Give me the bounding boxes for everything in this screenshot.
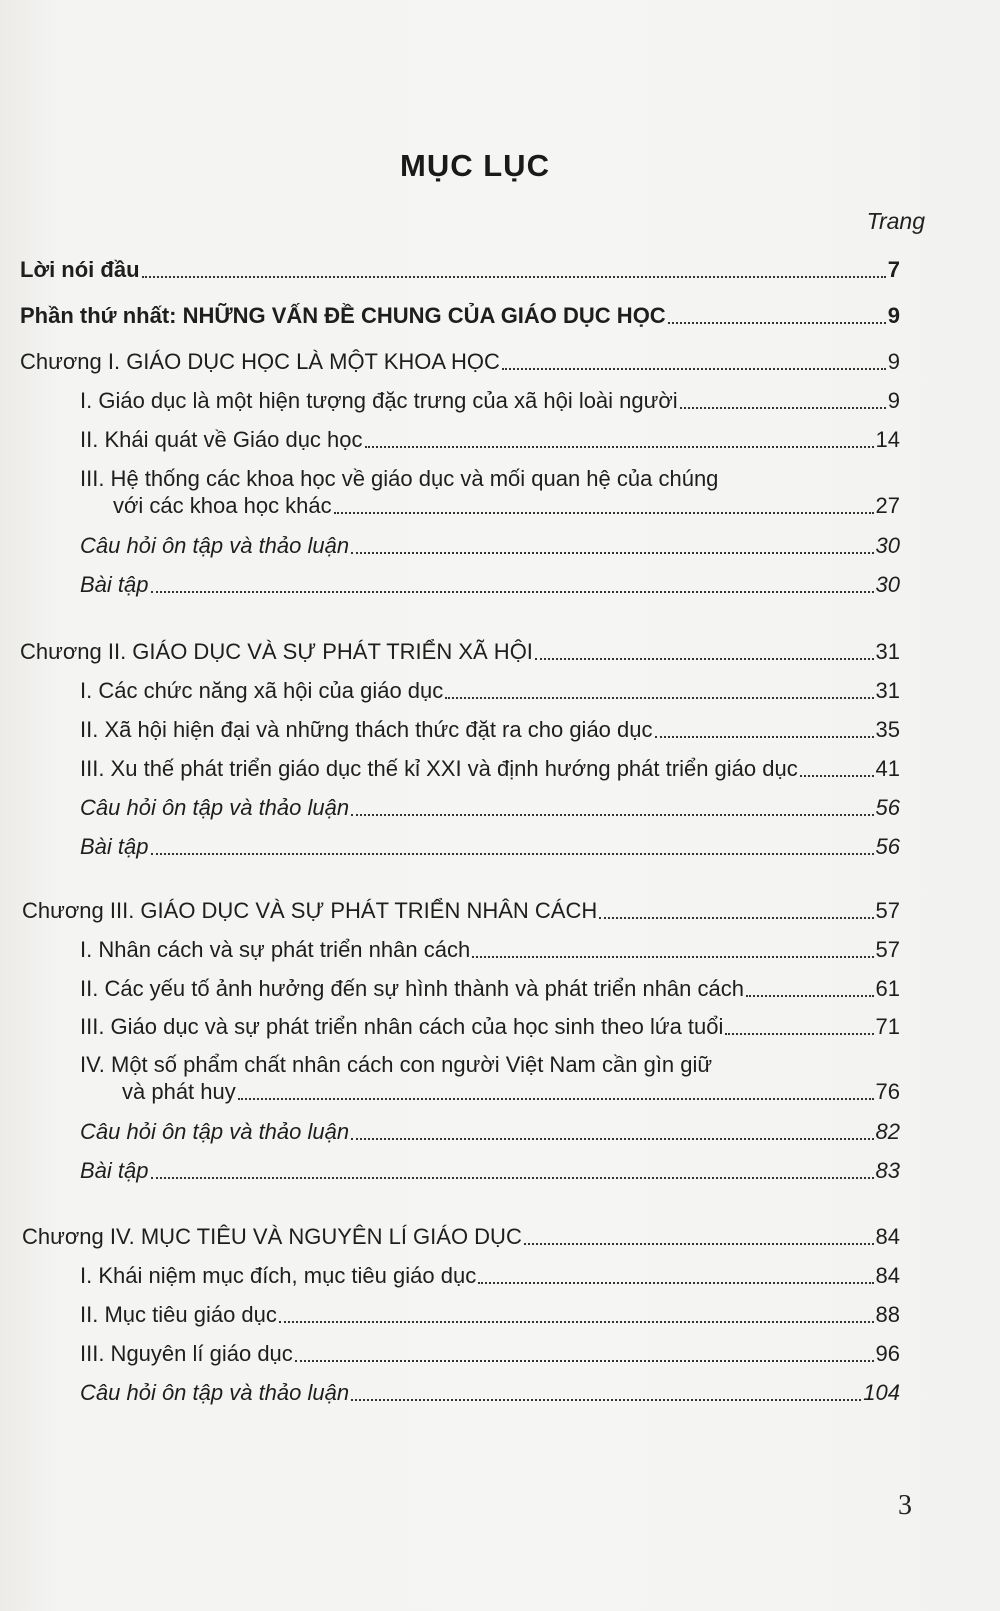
- toc-entry-foreword[interactable]: [20, 256, 900, 284]
- toc-entry-section[interactable]: [80, 426, 900, 454]
- toc-entry-page: 57: [875, 937, 900, 962]
- toc-entry-page: 57: [875, 898, 900, 923]
- toc-entry-page: 56: [875, 795, 900, 820]
- toc-entry-section[interactable]: [80, 677, 900, 705]
- toc-entry-section[interactable]: [80, 1013, 900, 1041]
- toc-entry-text: Phần thứ nhất: NHỮNG VẤN ĐỀ CHUNG CỦA GIÁO DỤC HỌC: [20, 303, 666, 328]
- toc-entry-review-questions[interactable]: [80, 532, 900, 560]
- dot-leader: [351, 1399, 861, 1401]
- toc-entry-section[interactable]: [122, 1078, 900, 1106]
- toc-entry-text: III. Giáo dục và sự phát triển nhân cách của học sinh theo lứa tuổi: [80, 1014, 724, 1039]
- dot-leader: [279, 1321, 874, 1323]
- toc-entry-text: Bài tập: [80, 1158, 149, 1183]
- toc-entry-page: 30: [875, 572, 900, 597]
- toc-entry-page: 14: [875, 427, 900, 452]
- toc-entry-text: II. Xã hội hiện đại và những thách thức đặt ra cho giáo dục: [80, 717, 653, 742]
- dot-leader: [351, 814, 873, 816]
- toc-entry-section[interactable]: [80, 755, 900, 783]
- toc-entry-text: Câu hỏi ôn tập và thảo luận: [80, 533, 350, 558]
- dot-leader: [725, 1033, 873, 1035]
- toc-entry-section[interactable]: [80, 1262, 900, 1290]
- toc-entry-review-questions[interactable]: [80, 1379, 900, 1407]
- toc-entry-page: 9: [887, 388, 900, 413]
- toc-entry-chapter-2[interactable]: [20, 638, 900, 666]
- toc-entry-page: 82: [875, 1119, 900, 1144]
- toc-entry-page: 96: [875, 1341, 900, 1366]
- toc-entry-chapter-4[interactable]: [22, 1223, 900, 1251]
- dot-leader: [746, 995, 874, 997]
- toc-entry-text: II. Mục tiêu giáo dục: [80, 1302, 277, 1327]
- toc-entry-review-questions[interactable]: [80, 1118, 900, 1146]
- toc-entry-page: 76: [875, 1079, 900, 1104]
- toc-entry-page: 88: [875, 1302, 900, 1327]
- toc-entry-section[interactable]: [80, 1301, 900, 1329]
- toc-entry-page: 9: [887, 303, 900, 328]
- toc-entry-text: II. Các yếu tố ảnh hưởng đến sự hình thành và phát triển nhân cách: [80, 976, 744, 1001]
- toc-entry-chapter-1[interactable]: [20, 348, 900, 376]
- toc-entry-part-one[interactable]: [20, 302, 900, 330]
- dot-leader: [142, 276, 886, 278]
- toc-entry-text[interactable]: IV. Một số phẩm chất nhân cách con người Việt Nam cần gìn giữ: [80, 1052, 713, 1077]
- dot-leader: [502, 368, 886, 370]
- dot-leader: [599, 917, 873, 919]
- toc-entry-page: 84: [875, 1263, 900, 1288]
- toc-entry-page: 84: [875, 1224, 900, 1249]
- toc-entry-text: I. Nhân cách và sự phát triển nhân cách: [80, 937, 471, 962]
- toc-entry-page: 104: [863, 1380, 900, 1405]
- toc-entry-text: III. Nguyên lí giáo dục: [80, 1341, 293, 1366]
- toc-entry-text[interactable]: III. Hệ thống các khoa học về giáo dục và mối quan hệ của chúng: [80, 466, 719, 491]
- dot-leader: [535, 658, 874, 660]
- dot-leader: [151, 591, 874, 593]
- dot-leader: [295, 1360, 874, 1362]
- toc-entry-page: 30: [875, 533, 900, 558]
- dot-leader: [655, 736, 874, 738]
- page-title: MỤC LỤC: [400, 148, 550, 183]
- toc-entry-page: 31: [875, 639, 900, 664]
- toc-entry-page: 35: [875, 717, 900, 742]
- toc-entry-text: Chương II. GIÁO DỤC VÀ SỰ PHÁT TRIỂN XÃ HỘI: [20, 639, 533, 664]
- toc-entry-section[interactable]: [80, 975, 900, 1003]
- toc-entry-text: Chương I. GIÁO DỤC HỌC LÀ MỘT KHOA HỌC: [20, 349, 500, 374]
- toc-entry-text: I. Khái niệm mục đích, mục tiêu giáo dục: [80, 1263, 477, 1288]
- dot-leader: [445, 697, 873, 699]
- toc-entry-text: Bài tập: [80, 834, 149, 859]
- dot-leader: [472, 956, 873, 958]
- toc-entry-section[interactable]: [80, 716, 900, 744]
- toc-entry-text: I. Các chức năng xã hội của giáo dục: [80, 678, 444, 703]
- toc-entry-text: II. Khái quát về Giáo dục học: [80, 427, 363, 452]
- toc-entry-exercises[interactable]: [80, 571, 900, 599]
- dot-leader: [334, 512, 874, 514]
- toc-entry-page: 9: [887, 349, 900, 374]
- dot-leader: [524, 1243, 874, 1245]
- dot-leader: [151, 853, 874, 855]
- page-column-label: Trang: [866, 208, 925, 234]
- toc-entry-chapter-3[interactable]: [22, 897, 900, 925]
- toc-entry-text: Chương IV. MỤC TIÊU VÀ NGUYÊN LÍ GIÁO DỤC: [22, 1224, 522, 1249]
- toc-entry-review-questions[interactable]: [80, 794, 900, 822]
- toc-entry-section[interactable]: [113, 492, 900, 520]
- toc-entry-page: 83: [875, 1158, 900, 1183]
- toc-entry-page: 56: [875, 834, 900, 859]
- toc-entry-page: 71: [875, 1014, 900, 1039]
- toc-entry-text: Lời nói đầu: [20, 257, 140, 282]
- toc-entry-text: III. Xu thế phát triển giáo dục thế kỉ XXI và định hướng phát triển giáo dục: [80, 756, 798, 781]
- dot-leader: [680, 407, 886, 409]
- toc-entry-exercises[interactable]: [80, 1157, 900, 1185]
- toc-entry-continuation: với các khoa học khác: [113, 493, 332, 518]
- page-number: 3: [898, 1490, 912, 1521]
- toc-entry-page: 27: [875, 493, 900, 518]
- toc-entry-section[interactable]: [80, 936, 900, 964]
- dot-leader: [351, 1138, 873, 1140]
- toc-entry-exercises[interactable]: [80, 833, 900, 861]
- dot-leader: [351, 552, 873, 554]
- toc-entry-section[interactable]: [80, 1340, 900, 1368]
- dot-leader: [238, 1098, 874, 1100]
- toc-entry-text: Bài tập: [80, 572, 149, 597]
- toc-entry-text: Chương III. GIÁO DỤC VÀ SỰ PHÁT TRIỂN NHÂN CÁCH: [22, 898, 598, 923]
- toc-entry-text: Câu hỏi ôn tập và thảo luận: [80, 795, 350, 820]
- toc-entry-page: 31: [875, 678, 900, 703]
- toc-entry-section[interactable]: [80, 387, 900, 415]
- toc-entry-continuation: và phát huy: [122, 1079, 236, 1104]
- dot-leader: [800, 775, 874, 777]
- toc-entry-page: 41: [875, 756, 900, 781]
- toc-entry-page: 61: [875, 976, 900, 1001]
- toc-entry-text: Câu hỏi ôn tập và thảo luận: [80, 1380, 350, 1405]
- dot-leader: [365, 446, 874, 448]
- toc-entry-text: Câu hỏi ôn tập và thảo luận: [80, 1119, 350, 1144]
- toc-entry-text: I. Giáo dục là một hiện tượng đặc trưng của xã hội loài người: [80, 388, 678, 413]
- dot-leader: [151, 1177, 874, 1179]
- dot-leader: [668, 322, 886, 324]
- dot-leader: [478, 1282, 873, 1284]
- toc-entry-page: 7: [887, 257, 900, 282]
